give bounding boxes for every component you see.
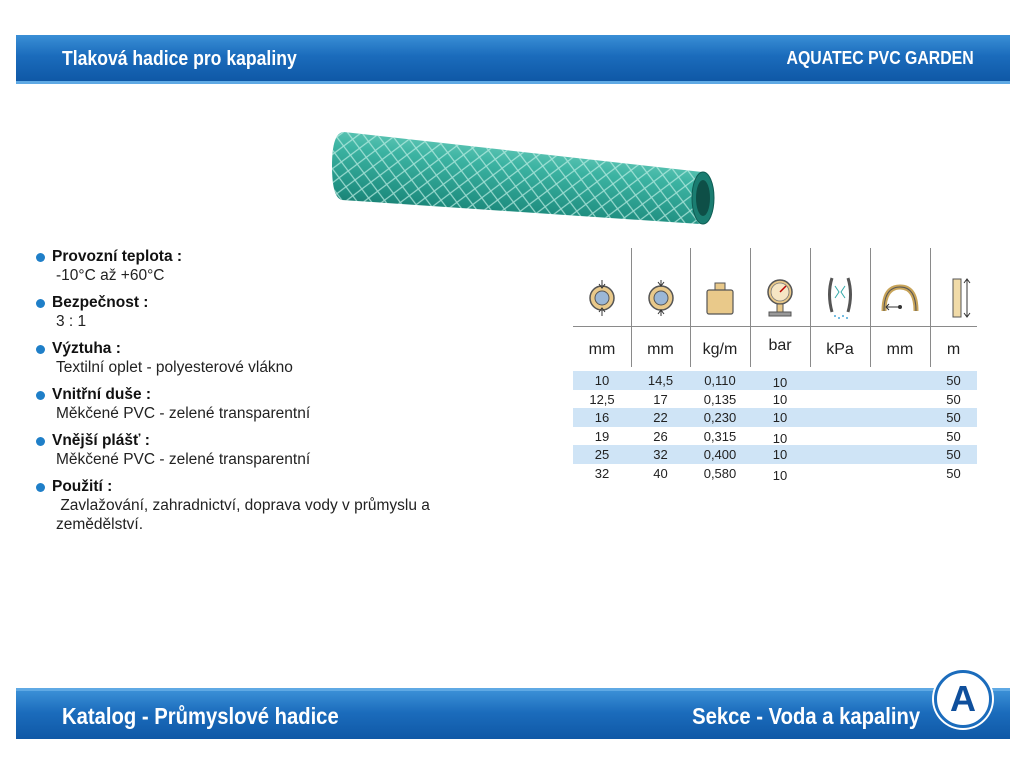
unit-bend-radius: mm [886, 341, 914, 358]
weight-icon [695, 276, 745, 320]
table-row: 10 14,5 0,110 10 50 [573, 371, 977, 390]
spec-label: Použití : [52, 478, 113, 495]
bend-radius-icon [875, 276, 925, 320]
unit-length: m [946, 341, 961, 358]
spec-inner-tube [36, 386, 516, 423]
bullet-icon [36, 299, 45, 308]
inner-diameter-icon [577, 276, 627, 320]
table-row: 16 22 0,230 10 50 [573, 408, 977, 427]
outer-diameter-icon [636, 276, 686, 320]
spec-value: 3 : 1 [56, 313, 87, 330]
spec-label: Vnější plášť : [52, 432, 150, 449]
section-badge [934, 670, 992, 728]
table-row: 32 40 0,580 10 50 [594, 465, 961, 483]
spec-value: Měkčené PVC - zelené transparentní [56, 405, 311, 422]
unit-pressure: bar [768, 337, 792, 354]
catalog-title: Katalog - Průmyslové hadice [62, 703, 339, 729]
specs-list [36, 248, 516, 543]
unit-burst: kPa [826, 341, 854, 358]
page-title: Tlaková hadice pro kapaliny [62, 48, 297, 70]
bullet-icon [36, 345, 45, 354]
table-row: 25 32 0,400 10 50 [573, 445, 977, 464]
spec-value: Textilní oplet - polyesterové vlákno [56, 359, 293, 376]
footer-band [16, 688, 1010, 739]
spec-value: -10°C až +60°C [56, 267, 165, 284]
icon-header-row [573, 248, 977, 327]
spec-label: Vnitřní duše : [52, 386, 152, 403]
spec-label: Provozní teplota : [52, 248, 183, 265]
pressure-gauge-icon [755, 276, 805, 320]
bullet-icon [36, 391, 45, 400]
spec-label: Výztuha : [52, 340, 121, 357]
bullet-icon [36, 253, 45, 262]
spec-outer-cover [36, 432, 516, 469]
spec-label: Bezpečnost : [52, 294, 149, 311]
spec-usage [36, 478, 516, 534]
length-icon [933, 276, 983, 320]
hose-image [330, 128, 720, 238]
spec-value: Měkčené PVC - zelené transparentní [56, 451, 311, 468]
product-name: AQUATEC PVC GARDEN [786, 48, 974, 68]
bullet-icon [36, 437, 45, 446]
tech-table [573, 248, 977, 482]
section-title: Sekce - Voda a kapaliny [691, 703, 920, 729]
spec-value: Zavlažování, zahradnictví, doprava vody v průmyslu a zemědělství. [56, 497, 435, 533]
unit-row [573, 327, 977, 367]
section-letter: A [950, 678, 976, 719]
unit-outer-diameter: mm [647, 341, 674, 358]
spec-temperature [36, 248, 516, 285]
table-row: 19 26 0,315 10 50 [594, 428, 961, 446]
header-band [16, 35, 1010, 84]
burst-pressure-icon [815, 276, 865, 320]
table-row: 12,5 17 0,135 10 50 [589, 391, 961, 407]
spec-reinforcement [36, 340, 516, 377]
bullet-icon [36, 483, 45, 492]
table-body [573, 371, 977, 482]
unit-inner-diameter: mm [588, 341, 616, 358]
unit-weight: kg/m [702, 341, 738, 358]
spec-safety [36, 294, 516, 331]
